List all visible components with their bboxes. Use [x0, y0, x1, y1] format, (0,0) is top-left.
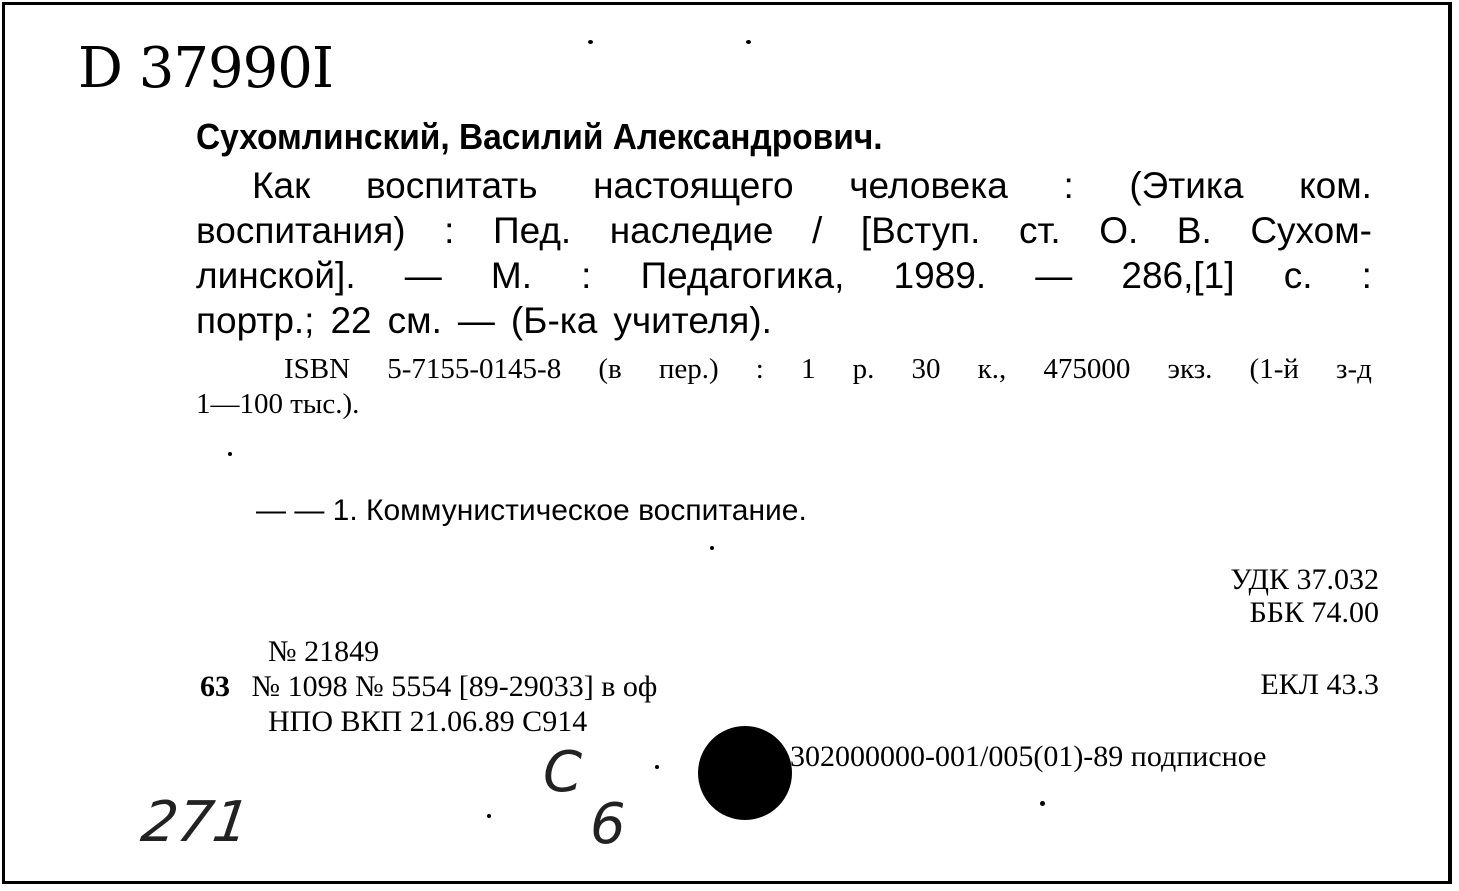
punch-hole — [698, 726, 792, 820]
description-word: наследие — [609, 210, 774, 251]
isbn-word: 5-7155-0145-8 — [387, 353, 562, 385]
code-line: 302000000-001/005(01)-89 подписное — [790, 740, 1267, 773]
isbn-line — [196, 352, 1372, 387]
description-word: настоящего — [593, 165, 794, 206]
order-line: № 1098 № 5554 [89-29033] в оф — [251, 670, 658, 703]
description-word: — — [1035, 255, 1073, 296]
publication-numbers — [200, 634, 657, 739]
description-word: — — [404, 255, 442, 296]
handwritten-number: 271 — [137, 790, 254, 855]
description-word: Как — [252, 165, 311, 206]
description-word: учителя). — [613, 300, 772, 341]
description-line — [196, 208, 1372, 253]
description-word: человека — [849, 165, 1008, 206]
description-word: М. — [490, 255, 532, 296]
description-word: воспитания) — [196, 210, 406, 251]
description-word: : — [1063, 165, 1074, 206]
isbn-word: к., — [977, 353, 1007, 385]
isbn-word: экз. — [1167, 353, 1213, 385]
description-word: О. — [1099, 210, 1139, 251]
description-word: с. — [1283, 255, 1313, 296]
description-word: (Б-ка — [510, 300, 598, 341]
isbn-word: ISBN — [284, 353, 351, 385]
description-word: Сухом- — [1250, 210, 1372, 251]
description-word: см. — [387, 300, 442, 341]
scan-speck — [1040, 801, 1045, 806]
description-word: (Этика — [1129, 165, 1244, 206]
description-word: : — [581, 255, 592, 296]
order-prefix: 63 — [200, 670, 230, 703]
scan-speck — [228, 452, 232, 456]
description-word: Педагогика, — [640, 255, 845, 296]
scan-speck — [487, 814, 491, 818]
handwritten-digit: 6 — [590, 792, 626, 857]
bbk-code: ББК 74.00 — [1249, 596, 1379, 629]
description-word: [Вступ. — [860, 210, 981, 251]
description-word: / — [812, 210, 823, 251]
description-word: В. — [1176, 210, 1212, 251]
description-word: : — [1361, 255, 1372, 296]
description-line — [196, 298, 1372, 343]
scan-speck — [746, 40, 751, 44]
isbn-word: 30 — [911, 353, 941, 385]
isbn-word: пер.) — [658, 353, 719, 385]
description-word: Пед. — [492, 210, 572, 251]
author-heading: Сухомлинский, Василий Александрович. — [196, 116, 883, 157]
isbn-word: 1—100 тыс.). — [196, 388, 360, 420]
ekl-code: ЕКЛ 43.3 — [1260, 668, 1379, 701]
subject-heading: — — 1. Коммунистическое воспитание. — [256, 494, 807, 527]
udk-code: УДК 37.032 — [1230, 563, 1379, 596]
isbn-note — [196, 352, 1372, 422]
description-word: портр.; — [196, 300, 315, 341]
isbn-word: 475000 — [1043, 353, 1131, 385]
scan-speck — [588, 40, 593, 44]
description-word: — — [457, 300, 495, 341]
isbn-word: (1-й — [1249, 353, 1299, 385]
publisher-line: НПО ВКП 21.06.89 С914 — [268, 705, 588, 738]
description-line — [196, 163, 1372, 208]
description-word: воспитать — [365, 165, 538, 206]
bibliographic-description — [196, 163, 1372, 343]
description-word: линской]. — [196, 255, 356, 296]
description-word: : — [444, 210, 455, 251]
scan-speck — [710, 546, 714, 550]
inventory-number: D 37990I — [78, 36, 333, 101]
description-word: 286,[1] — [1121, 255, 1235, 296]
classification-block — [1230, 563, 1379, 629]
handwritten-letter: С — [543, 740, 583, 805]
isbn-word: 1 — [801, 353, 816, 385]
description-word: ком. — [1299, 165, 1372, 206]
description-word: 1989. — [893, 255, 987, 296]
order-line-row — [200, 669, 657, 704]
isbn-word: р. — [852, 353, 875, 385]
description-word: ст. — [1019, 210, 1061, 251]
isbn-line — [196, 387, 1372, 422]
scan-speck — [655, 765, 659, 769]
description-line — [196, 253, 1372, 298]
isbn-word: з-д — [1336, 353, 1372, 385]
number-line: № 21849 — [268, 635, 380, 668]
isbn-word: : — [755, 353, 764, 385]
description-word: 22 — [330, 300, 372, 341]
isbn-word: (в — [598, 353, 622, 385]
